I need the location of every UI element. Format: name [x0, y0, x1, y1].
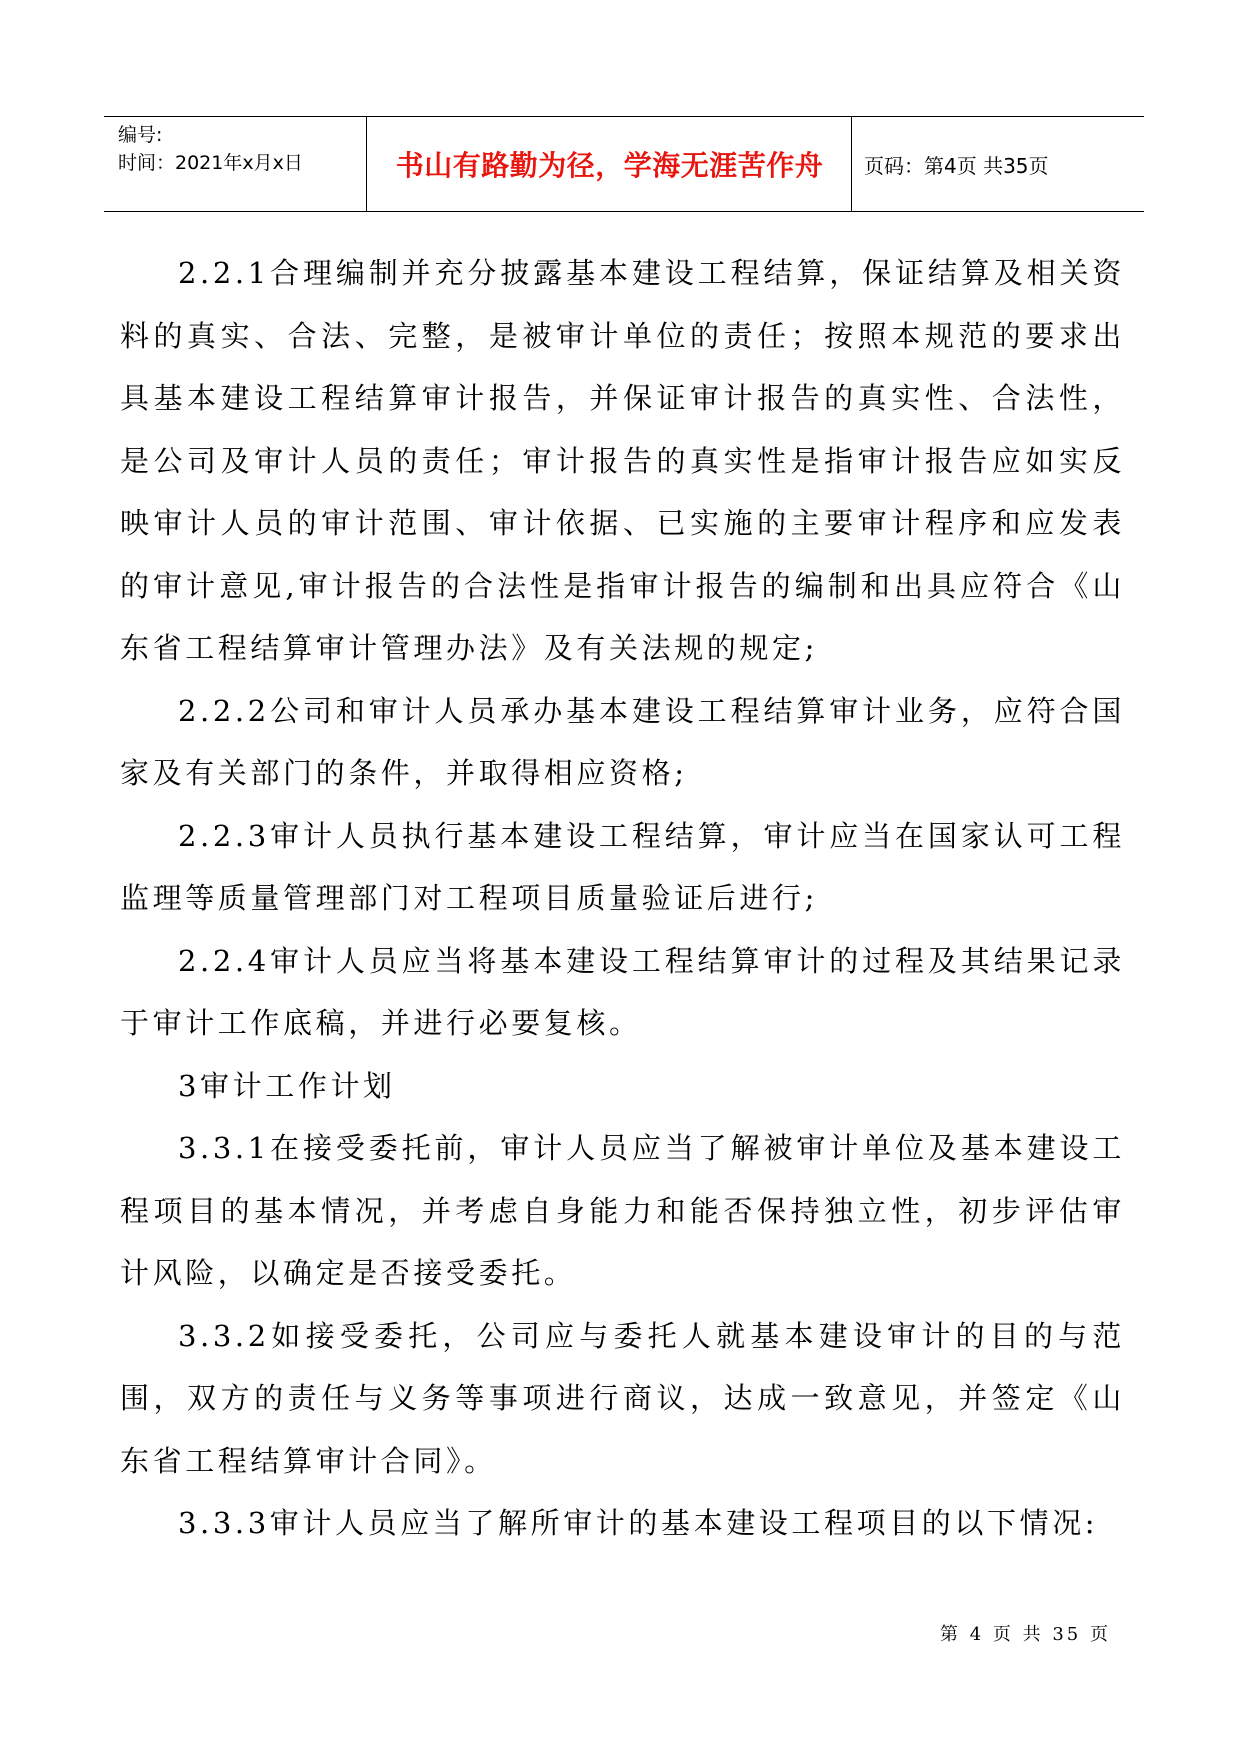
header-motto: 书山有路勤为径，学海无涯苦作舟 [395, 149, 824, 182]
time-label: 时间：2021年x月x日 [118, 152, 303, 174]
page-footer: 第 4 页 共 35 页 [940, 1624, 1111, 1645]
header-page-code: 页码：第4页 共35页 [864, 153, 1049, 178]
header-meta [118, 121, 368, 177]
paragraph-3-3-1: 3.3.1在接受委托前，审计人员应当了解被审计单位及基本建设工程项目的基本情况，并考虑自身能力和能否保持独立性，初步评估审计风险，以确定是否接受委托。 [120, 1131, 1125, 1290]
paragraph-3-3-2: 3.3.2如接受委托，公司应与委托人就基本建设审计的目的与范围，双方的责任与义务等事项进行商议，达成一致意见，并签定《山东省工程结算审计合同》。 [120, 1318, 1125, 1478]
paragraph-2-2-3: 2.2.3审计人员执行基本建设工程结算，审计应当在国家认可工程监理等质量管理部门对工程项目质量验证后进行; [120, 818, 1125, 915]
serial-label: 编号: [118, 124, 163, 146]
paragraph-2-2-2: 2.2.2公司和审计人员承办基本建设工程结算审计业务，应符合国家及有关部门的条件，并取得相应资格; [120, 693, 1125, 790]
paragraph-3-3-3: 3.3.3审计人员应当了解所审计的基本建设工程项目的以下情况: [178, 1506, 1099, 1540]
section-heading-3: 3审计工作计划 [178, 1068, 396, 1103]
document-body [120, 242, 1125, 1555]
header-divider [366, 117, 367, 211]
paragraph-2-2-4: 2.2.4审计人员应当将基本建设工程结算审计的过程及其结果记录于审计工作底稿，并进行必要复核。 [120, 943, 1125, 1040]
paragraph-2-2-1: 2.2.1合理编制并充分披露基本建设工程结算，保证结算及相关资料的真实、合法、完整，是被审计单位的责任；按照本规范的要求出具基本建设工程结算审计报告，并保证审计报告的真实性、合法性，是公司及审计人员的责任；审计报告的真实性是指审计报告应如实反映审计人员的审计范围、审计依据、已实施的主要审计程序和应发表的审计意见,审计报告的合法性是指审计报告的编制和出具应符合《山东省工程结算审计管理办法》及有关法规的规定; [120, 256, 1125, 665]
header-divider [851, 117, 852, 211]
page-header [104, 116, 1144, 212]
